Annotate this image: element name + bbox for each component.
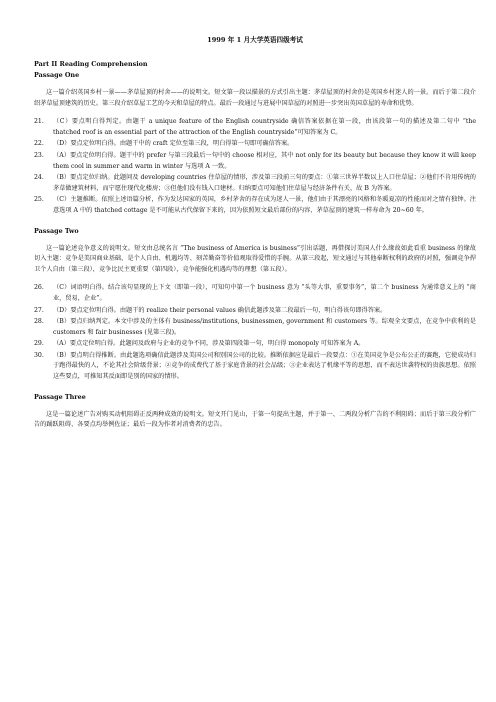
answer-explanation: （C）主题推断。依照上述语篇分析，作为发达国家的英国，乡村茅舍的存在成为迷人一景，他们由于其漂亮的风格和冬暖夏凉的性能而对之情有独钟。注意选项 A 中的 thatched cottage 是不可能从古代保留下来的，因为依照短文最后部份的内容，茅草屋顶的建筑一样寿命为 20~60 年。 (53, 196, 476, 214)
answer-list (34, 117, 476, 216)
answer-explanation: （C）词语明白得。结合该句显现的上下文（即第一段），可知句中第一个 business 意为 “头等大事，重要事务”，第二个 business 为通常意义上的 “商业，贸易，企业”。 (53, 284, 476, 302)
passage-intro: 这一篇介绍英国乡村一景——茅草屋顶的村舍——的说明文。短文第一段以描景的方式引出主题：茅草屋顶的村舍仍是英国乡村迷人的一景。而后于第二段介绍茅草屋顶建筑的历史。第三段介绍草屋工艺的今天和草屋的特点。最后一段通过与进展中国草屋的对照进一步突出英国草屋的寿命和优势。 (34, 89, 476, 107)
answer-explanation: （C）要点明白得判定。由题干 a unique feature of the English countryside 确信答案依据在第一段，由该段第一句的描述及第二句中 “the thatched roof is an essential part of the attraction of the English countryside”可知答案为 C。 (53, 118, 476, 136)
answer-item (34, 351, 476, 383)
question-number: 29. (34, 340, 44, 348)
answer-item (34, 173, 476, 194)
answer-item (34, 139, 476, 150)
question-number: 27. (34, 306, 44, 314)
answer-explanation: （D）要点定位明白得。由题干中的 craft 定位至第三段，明白得第一句即可确信答案。 (53, 140, 294, 148)
passage-intro: 这是一篇论述广告对购买动机阻碍正反两种成效的说明文。短文开门见山，于第一句提出主题，并于第一、二两段分析广告的不利阻碍；而后于第三段分析广告的踊跃阻碍，各要点均举例佐证；最后一段为作者对消费者的忠告。 (34, 410, 476, 429)
answer-explanation: （D）要点定位明白得。由题干的 realize their personal values 确信此题涉及第二段最后一句，明白得该句即得答案。 (53, 306, 387, 314)
answer-explanation: （B）要点定位归纳。此题问及 developing countries 住草屋的情形，涉及第三段前三句的要点：①第三世界半数以上人口住草屋；②他们不肯用传统的茅草做建筑材料，而宁愿住现代化楼房；③但他们没有钱入口建材。归纳要点可知他们住草屋与经济条件有关，故 B 为答案。 (53, 174, 476, 192)
question-number: 25. (34, 196, 44, 204)
answer-item (34, 151, 476, 172)
answer-explanation: （A）要点定位明白得。此题问及政府与企业的竞争不同，涉及第四段第一句，明白得 monopoly 可知答案为 A。 (53, 340, 365, 348)
answer-item (34, 339, 476, 350)
passage-intro: 这一篇论述竞争意义的说明文。短文由总统名言 “The business of America is business”引出话题，再借探讨美国人什么缘故如此看重 business 的缘故切入主题：竞争是美国商业基础，是个人自由、机遇均等、刻苦勤奋等价值观取得爱惜的手腕。从第三段起，短文通过与其他奉断权利的政府的对照，强调竞争捍卫个人自由（第三段），竞争比民主更重要（第四段），竞争能强化机遇均等的理想（第五段）。 (34, 244, 476, 273)
question-number: 28. (34, 318, 44, 326)
answer-item (34, 117, 476, 138)
question-number: 24. (34, 174, 44, 182)
answer-item (34, 306, 476, 317)
part-heading: Part II Reading Comprehension (34, 60, 148, 68)
answer-item (34, 317, 476, 338)
passage-heading: Passage One (34, 71, 80, 79)
document-title: 1999 年 1 月大学英语四级考试 (207, 36, 303, 44)
answer-list (34, 283, 476, 382)
question-number: 21. (34, 118, 44, 126)
question-number: 22. (34, 140, 44, 148)
answer-item (34, 283, 476, 304)
answer-explanation: （B）要点明白得推断。由此题选项确信此题涉及美国公司和别国公司的比较。推断依据应是最后一段要点：①在美国竞争是公布公正的赛跑，它使成功归于跑得最快的人，不论其社会阶级背景；②竞争的成费代了基于家庭背景的社会品级；③企业表达了机缘平等的思想，而不表达世袭特权的贵族思想。依照这些要点，可推知其反面即是别的国家的情形。 (53, 351, 476, 381)
passage-heading: Passage Two (34, 226, 79, 235)
question-number: 30. (34, 351, 44, 359)
question-number: 23. (34, 151, 44, 159)
question-number: 26. (34, 284, 44, 292)
answer-explanation: （B）要点归纳判定。本文中涉及的主体有 business/institutions, businessmen, government 和 customers 等。综观全文要点，在竞争中获利的是 customers 和 fair businesses (见第三段)。 (53, 318, 476, 336)
answer-item (34, 195, 476, 216)
answer-explanation: （A）要点定位明白得。题干中的 prefer 与第三段最后一句中的 choose 相对应，其中 not only for its beauty but because they know it will keep them cool in summer and warm in winter 与选项 A 一致。 (53, 151, 476, 170)
passage-heading: Passage Three (34, 392, 86, 401)
